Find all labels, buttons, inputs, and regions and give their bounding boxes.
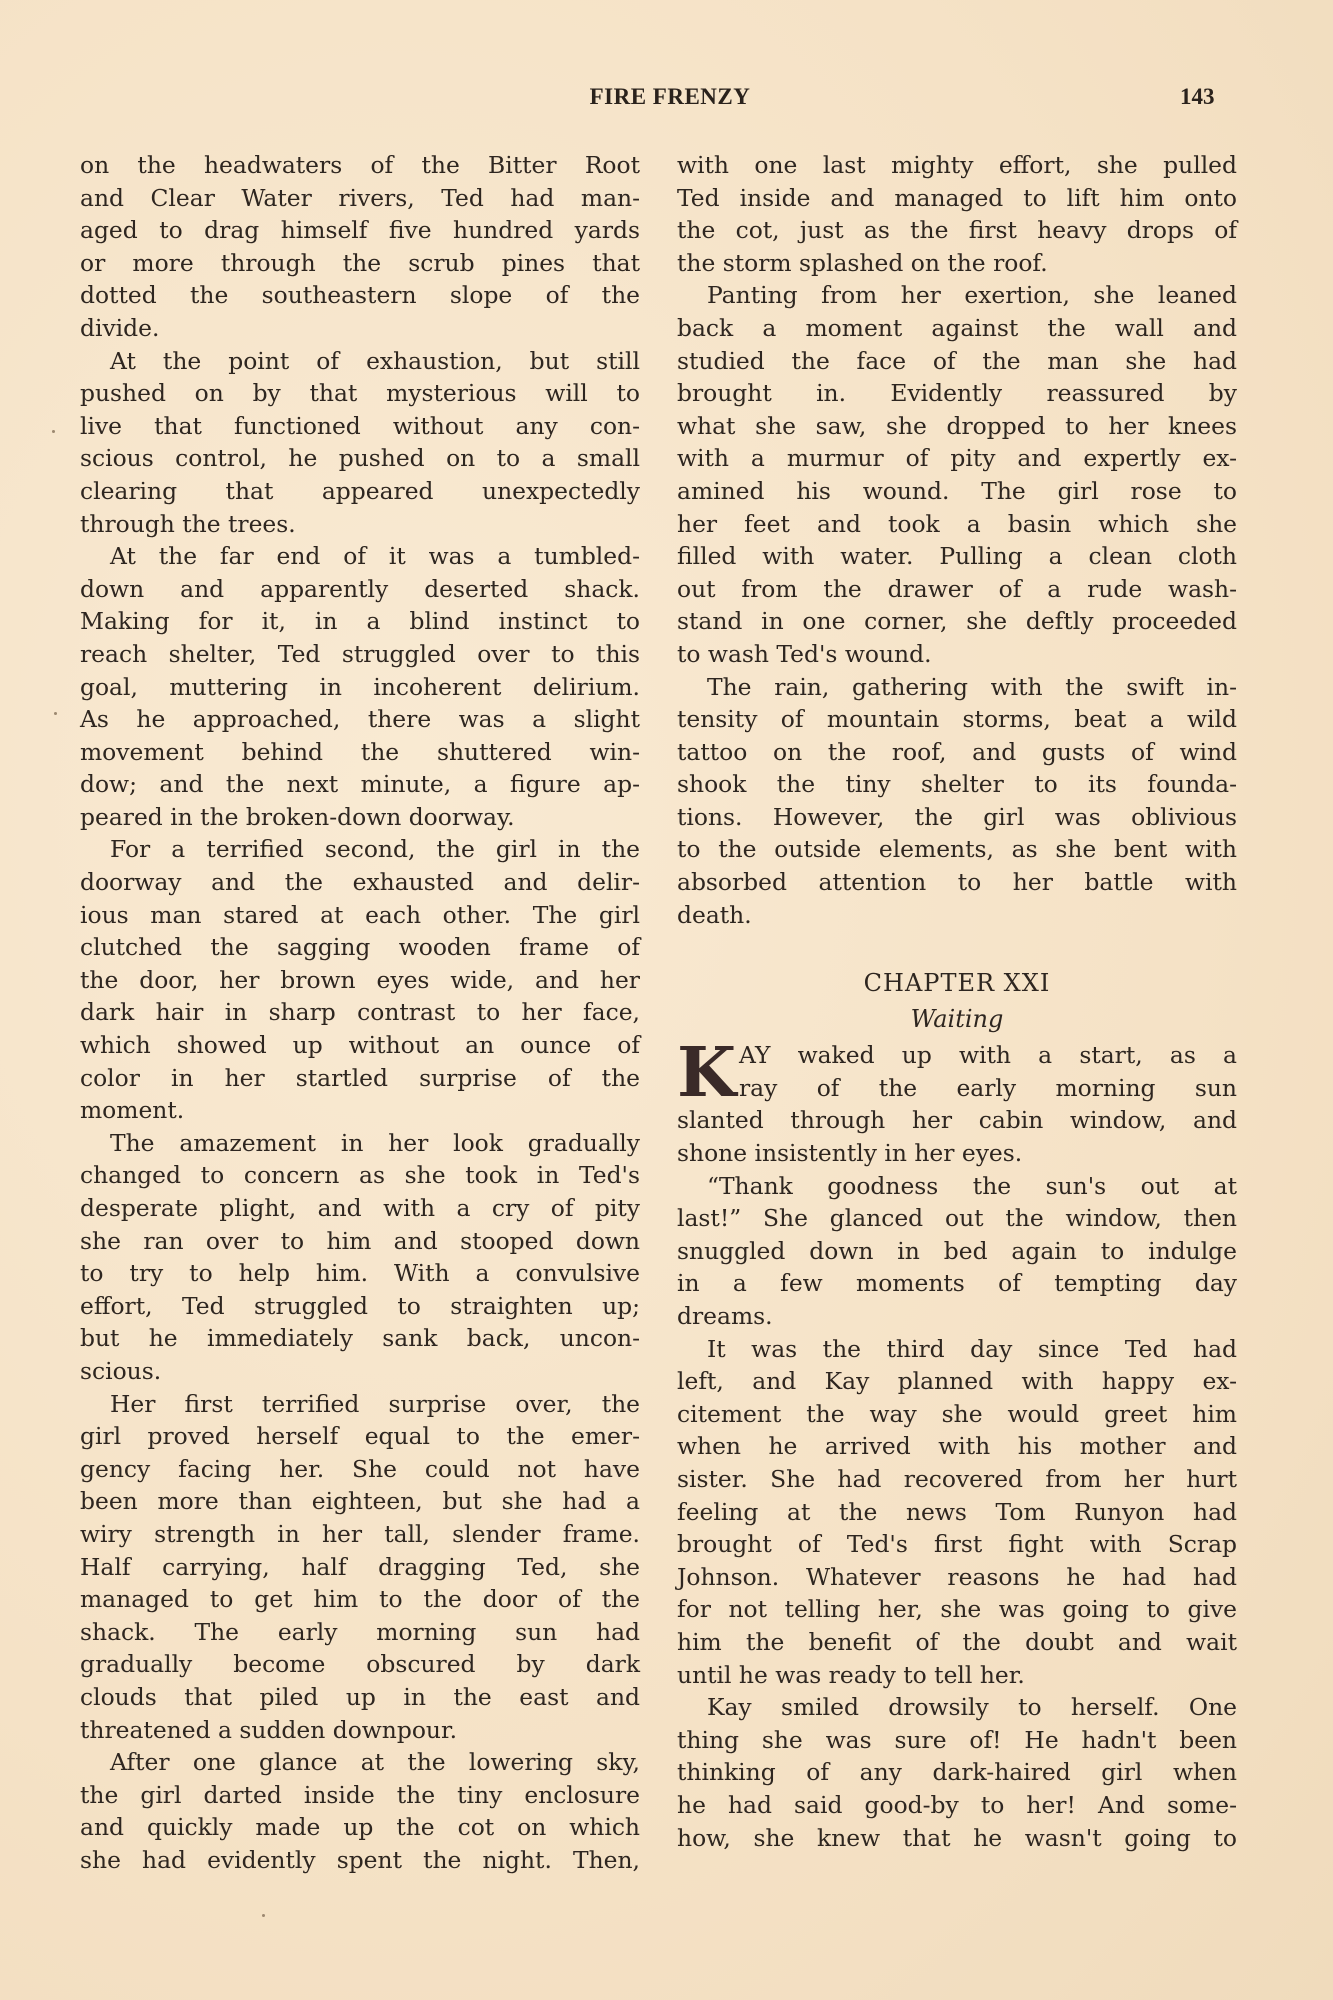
text-line: in a few moments of tempting day	[677, 1269, 1237, 1298]
text-line: scious control, he pushed on to a small	[80, 444, 640, 473]
text-line: down and apparently deserted shack.	[80, 574, 640, 603]
text-line: tensity of mountain storms, beat a wild	[677, 705, 1237, 734]
text-line: reach shelter, Ted struggled over to this	[80, 639, 640, 668]
text-line: with a murmur of pity and expertly ex-	[677, 444, 1237, 473]
text-line: to try to help him. With a convulsive	[80, 1259, 640, 1288]
text-line: him the benefit of the doubt and wait	[677, 1627, 1237, 1656]
text-line: dotted the southeastern slope of the	[80, 281, 640, 310]
text-line: to wash Ted's wound.	[677, 639, 932, 668]
text-line: she had evidently spent the night. Then,	[80, 1845, 640, 1874]
text-line: she ran over to him and stooped down	[80, 1226, 640, 1255]
text-line: The amazement in her look gradually	[110, 1128, 640, 1157]
paper-speck	[262, 1914, 265, 1917]
text-line: amined his wound. The girl rose to	[677, 476, 1237, 505]
text-line: last!” She glanced out the window, then	[677, 1204, 1237, 1233]
text-line: clouds that piled up in the east and	[80, 1682, 640, 1711]
text-line: stand in one corner, she deftly proceeded	[677, 607, 1237, 636]
text-line: girl proved herself equal to the emer-	[80, 1422, 640, 1451]
text-line: through the trees.	[80, 509, 296, 538]
text-line: filled with water. Pulling a clean cloth	[677, 542, 1237, 571]
right-column-text-before-chapter	[677, 149, 1237, 931]
text-line: movement behind the shuttered win-	[80, 737, 640, 766]
text-line: “Thank goodness the sun's out at	[707, 1171, 1237, 1200]
text-line: doorway and the exhausted and delir-	[80, 868, 640, 897]
running-head	[0, 84, 1333, 118]
text-line: moment.	[80, 1096, 185, 1125]
text-line: and quickly made up the cot on which	[80, 1813, 640, 1842]
left-column	[80, 149, 640, 1876]
text-line: which showed up without an ounce of	[80, 1031, 640, 1060]
text-line: gradually become obscured by dark	[80, 1650, 640, 1679]
chapter-heading: CHAPTER XXI	[863, 969, 1051, 998]
text-line: Panting from her exertion, she leaned	[707, 281, 1237, 310]
text-line: studied the face of the man she had	[677, 346, 1237, 375]
text-line: feeling at the news Tom Runyon had	[677, 1497, 1237, 1526]
text-line: changed to concern as she took in Ted's	[80, 1161, 640, 1190]
text-line: live that functioned without any con-	[80, 411, 640, 440]
text-line: AY waked up with a start, as a	[739, 1041, 1237, 1070]
text-line: on the headwaters of the Bitter Root	[80, 151, 640, 179]
text-line: thing she was sure of! He hadn't been	[677, 1725, 1237, 1754]
text-line: shack. The early morning sun had	[80, 1617, 640, 1646]
text-line: shook the tiny shelter to its founda-	[677, 770, 1237, 799]
text-line: until he was ready to tell her.	[677, 1660, 1025, 1689]
text-line: pushed on by that mysterious will to	[80, 379, 640, 408]
text-line: left, and Kay planned with happy ex-	[677, 1367, 1237, 1396]
text-line: goal, muttering in incoherent delirium.	[80, 672, 640, 701]
text-line: he had said good-by to her! And some-	[677, 1790, 1237, 1819]
text-line: the girl darted inside the tiny enclosure	[80, 1780, 640, 1809]
text-line: been more than eighteen, but she had a	[80, 1487, 640, 1516]
text-line: dark hair in sharp contrast to her face,	[80, 998, 640, 1027]
text-line: the storm splashed on the roof.	[677, 248, 1048, 277]
text-line: the door, her brown eyes wide, and her	[80, 965, 640, 994]
text-line: to the outside elements, as she bent with	[677, 835, 1237, 864]
text-line: absorbed attention to her battle with	[677, 868, 1237, 897]
text-line: and Clear Water rivers, Ted had man-	[80, 183, 640, 212]
text-line: but he immediately sank back, uncon-	[80, 1324, 640, 1353]
text-line: After one glance at the lowering sky,	[110, 1748, 640, 1777]
text-line: Her first terrified surprise over, the	[110, 1389, 640, 1418]
text-line: Johnson. Whatever reasons he had had	[677, 1562, 1237, 1591]
text-line: dreams.	[677, 1302, 773, 1330]
text-line: slanted through her cabin window, and	[677, 1106, 1237, 1135]
drop-cap-letter: K	[677, 1033, 737, 1114]
text-line: The rain, gathering with the swift in-	[707, 672, 1237, 701]
text-line: It was the third day since Ted had	[707, 1334, 1237, 1363]
text-line: Half carrying, half dragging Ted, she	[80, 1552, 640, 1581]
text-line: brought in. Evidently reassured by	[677, 379, 1237, 408]
text-line: out from the drawer of a rude wash-	[677, 574, 1237, 603]
text-line: At the far end of it was a tumbled-	[110, 542, 640, 571]
text-line: citement the way she would greet him	[677, 1399, 1237, 1428]
text-line: with one last mighty effort, she pulled	[677, 151, 1237, 179]
text-line: threatened a sudden downpour.	[80, 1715, 458, 1744]
text-line: Ted inside and managed to lift him onto	[677, 183, 1237, 212]
text-line: clearing that appeared unexpectedly	[80, 476, 640, 505]
text-line: shone insistently in her eyes.	[677, 1139, 1023, 1168]
text-line: peared in the broken-down doorway.	[80, 802, 515, 831]
text-line: for not telling her, she was going to give	[677, 1595, 1237, 1624]
page-number: 143	[1180, 84, 1215, 109]
text-line: back a moment against the wall and	[677, 313, 1237, 342]
paper-speck	[52, 430, 55, 433]
text-line: For a terrified second, the girl in the	[110, 835, 640, 864]
text-line: clutched the sagging wooden frame of	[80, 933, 640, 962]
text-line: managed to get him to the door of the	[80, 1585, 640, 1614]
chapter-title: Waiting	[910, 1005, 1004, 1034]
text-line: Making for it, in a blind instinct to	[80, 607, 640, 636]
text-line: sister. She had recovered from her hurt	[677, 1464, 1237, 1493]
text-line: ray of the early morning sun	[739, 1073, 1237, 1102]
text-line: dow; and the next minute, a figure ap-	[80, 770, 640, 799]
right-column	[677, 149, 1237, 1854]
text-line: thinking of any dark-haired girl when	[677, 1758, 1237, 1787]
text-line: As he approached, there was a slight	[80, 705, 640, 734]
text-line: or more through the scrub pines that	[80, 248, 640, 277]
text-line: brought of Ted's first fight with Scrap	[677, 1530, 1237, 1559]
text-line: tattoo on the roof, and gusts of wind	[677, 737, 1237, 766]
text-line: her feet and took a basin which she	[677, 509, 1237, 538]
text-line: desperate plight, and with a cry of pity	[80, 1194, 640, 1222]
text-line: scious.	[80, 1356, 162, 1385]
text-line: effort, Ted struggled to straighten up;	[80, 1291, 640, 1320]
text-line: wiry strength in her tall, slender frame.	[80, 1519, 640, 1548]
text-line: what she saw, she dropped to her knees	[677, 411, 1237, 440]
text-line: At the point of exhaustion, but still	[110, 346, 640, 375]
running-title: FIRE FRENZY	[589, 84, 751, 109]
chapter-opening	[677, 1033, 1237, 1114]
text-line: tions. However, the girl was oblivious	[677, 802, 1237, 831]
text-line: death.	[677, 900, 752, 929]
text-line: snuggled down in bed again to indulge	[677, 1236, 1237, 1265]
text-line: when he arrived with his mother and	[677, 1432, 1237, 1461]
paper-speck	[54, 712, 57, 715]
text-line: ious man stared at each other. The girl	[80, 900, 640, 929]
text-line: aged to drag himself five hundred yards	[80, 216, 640, 245]
right-column-text-after-chapter	[677, 1104, 1237, 1854]
text-line: divide.	[80, 313, 160, 342]
text-line: gency facing her. She could not have	[80, 1454, 640, 1483]
text-line: Kay smiled drowsily to herself. One	[707, 1693, 1237, 1722]
text-line: color in her startled surprise of the	[80, 1063, 640, 1092]
text-line: how, she knew that he wasn't going to	[677, 1823, 1237, 1852]
text-line: the cot, just as the first heavy drops of	[677, 216, 1237, 245]
